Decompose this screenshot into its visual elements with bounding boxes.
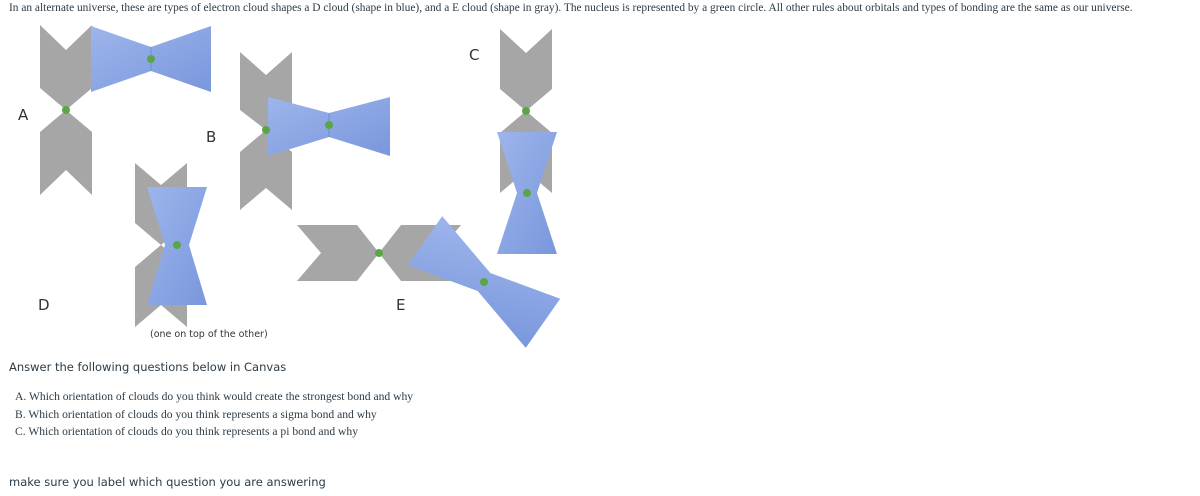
nucleus-d xyxy=(173,241,181,249)
note-d: (one on top of the other) xyxy=(150,329,268,340)
nucleus-b-blue xyxy=(325,121,333,129)
label-c: C xyxy=(469,46,480,64)
question-a: A. Which orientation of clouds do you think would create the strongest bond and why xyxy=(15,390,414,403)
nucleus-e-blue xyxy=(480,278,488,286)
nucleus-b-gray xyxy=(262,126,270,134)
nucleus-e-gray xyxy=(375,249,383,257)
label-d: D xyxy=(38,296,50,314)
label-a: A xyxy=(18,106,29,124)
orientation-b xyxy=(240,52,390,210)
question-b: B. Which orientation of clouds do you think represents a sigma bond and why xyxy=(15,407,377,421)
orientation-d xyxy=(135,163,207,327)
intro-text: In an alternate universe, these are types of electron cloud shapes a D cloud (shape in blue), and a E cloud (shape in gray). The nucleus is represented by a green circle. All other rules about orbitals and types of bonding are the same as our universe. xyxy=(9,2,1133,14)
label-b: B xyxy=(206,128,217,146)
instructions-prompt: Answer the following questions below in Canvas xyxy=(9,360,287,374)
nucleus-a-blue xyxy=(147,55,155,63)
nucleus-a-gray xyxy=(62,106,70,114)
closing-note: make sure you label which question you are answering xyxy=(9,475,326,489)
label-e: E xyxy=(396,296,406,314)
nucleus-c-gray xyxy=(522,107,530,115)
orientation-c xyxy=(497,29,557,254)
question-c: C. Which orientation of clouds do you think represents a pi bond and why xyxy=(15,425,359,438)
question-list xyxy=(15,388,413,441)
nucleus-c-blue xyxy=(523,189,531,197)
